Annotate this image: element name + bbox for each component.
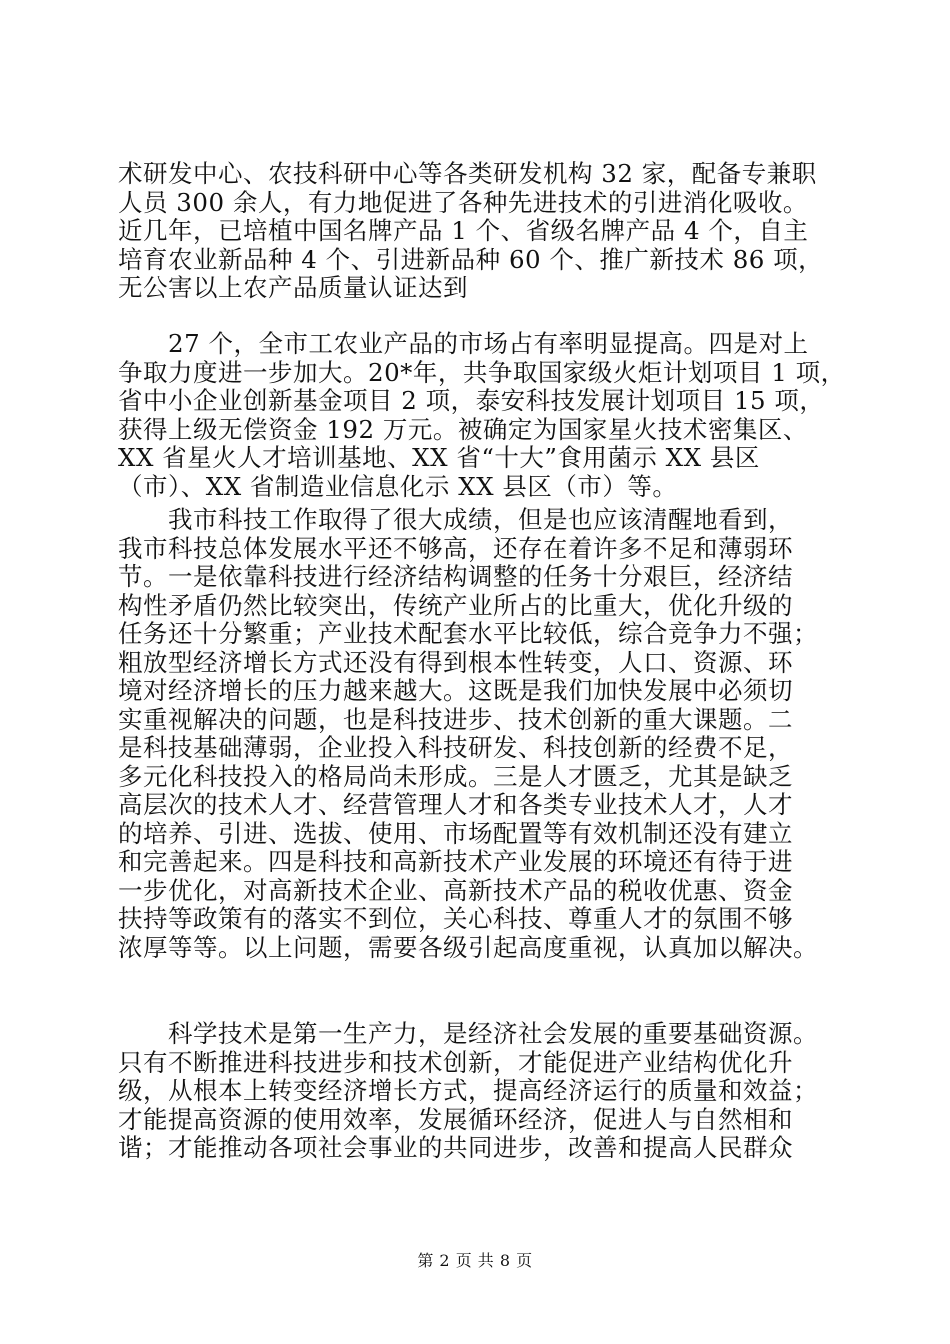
text-line: 级，从根本上转变经济增长方式，提高经济运行的质量和效益；: [118, 1076, 818, 1105]
paragraph-funding-achievements: [118, 330, 858, 501]
text-line: 近几年，已培植中国名牌产品 1 个、省级名牌产品 4 个，自主: [118, 216, 809, 245]
text-line: 术研发中心、农技科研中心等各类研发机构 32 家，配备专兼职: [118, 159, 817, 188]
text-line: 的培养、引进、选拔、使用、市场配置等有效机制还没有建立: [118, 818, 793, 848]
text-line: 无公害以上农产品质量认证达到: [118, 273, 468, 302]
text-line: 高层次的技术人才、经营管理人才和各类专业技术人才，人才: [118, 790, 793, 819]
text-line: 争取力度进一步加大。20*年，共争取国家级火炬计划项目 1 项，: [118, 357, 846, 387]
text-line: 培育农业新品种 4 个、引进新品种 60 个、推广新技术 86 项，: [118, 244, 824, 274]
text-line: 我市科技工作取得了很大成绩，但是也应该清醒地看到，: [118, 505, 793, 534]
paragraph-research-institutions: [118, 160, 858, 303]
text-line: 只有不断推进科技进步和技术创新，才能促进产业结构优化升: [118, 1047, 793, 1077]
text-line: 多元化科技投入的格局尚未形成。三是人才匮乏，尤其是缺乏: [118, 761, 793, 791]
paragraph-science-productivity: [118, 1020, 858, 1163]
paragraph-shortcomings: [118, 506, 858, 962]
text-line: 扶持等政策有的落实不到位，关心科技、尊重人才的氛围不够: [118, 904, 793, 933]
text-line: 是科技基础薄弱，企业投入科技研发、科技创新的经费不足，: [118, 733, 793, 762]
text-line: 构性矛盾仍然比较突出，传统产业所占的比重大，优化升级的: [118, 590, 793, 620]
text-line: 才能提高资源的使用效率，发展循环经济，促进人与自然相和: [118, 1104, 793, 1134]
page-number-footer: 第 2 页 共 8 页: [417, 1251, 533, 1270]
text-line: 我市科技总体发展水平还不够高，还存在着许多不足和薄弱环: [118, 533, 793, 563]
text-line: 任务还十分繁重；产业技术配套水平比较低，综合竞争力不强；: [118, 619, 818, 648]
text-line: 27 个，全市工农业产品的市场占有率明显提高。四是对上: [118, 329, 809, 358]
text-line: 科学技术是第一生产力，是经济社会发展的重要基础资源。: [118, 1019, 818, 1048]
text-line: （市）、XX 省制造业信息化示 XX 县区（市）等。: [118, 471, 678, 501]
text-line: 浓厚等等。以上问题，需要各级引起高度重视，认真加以解决。: [118, 932, 818, 962]
text-line: 一步优化，对高新技术企业、高新技术产品的税收优惠、资金: [118, 875, 793, 905]
text-line: 省中小企业创新基金项目 2 项，泰安科技发展计划项目 15 项，: [118, 386, 825, 415]
text-line: 获得上级无偿资金 192 万元。被确定为国家星火技术密集区、: [118, 414, 808, 444]
text-line: 谐；才能推动各项社会事业的共同进步，改善和提高人民群众: [118, 1133, 793, 1162]
text-line: 粗放型经济增长方式还没有得到根本性转变，人口、资源、环: [118, 647, 793, 677]
text-line: 节。一是依靠科技进行经济结构调整的任务十分艰巨，经济结: [118, 562, 793, 591]
text-line: 和完善起来。四是科技和高新技术产业发展的环境还有待于进: [118, 847, 793, 876]
text-line: 境对经济增长的压力越来越大。这既是我们加快发展中必须切: [118, 676, 793, 705]
text-line: XX 省星火人才培训基地、XX 省“十大”食用菌示 XX 县区: [118, 443, 760, 472]
text-line: 人员 300 余人，有力地促进了各种先进技术的引进消化吸收。: [118, 187, 808, 217]
text-line: 实重视解决的问题，也是科技进步、技术创新的重大课题。二: [118, 704, 793, 734]
